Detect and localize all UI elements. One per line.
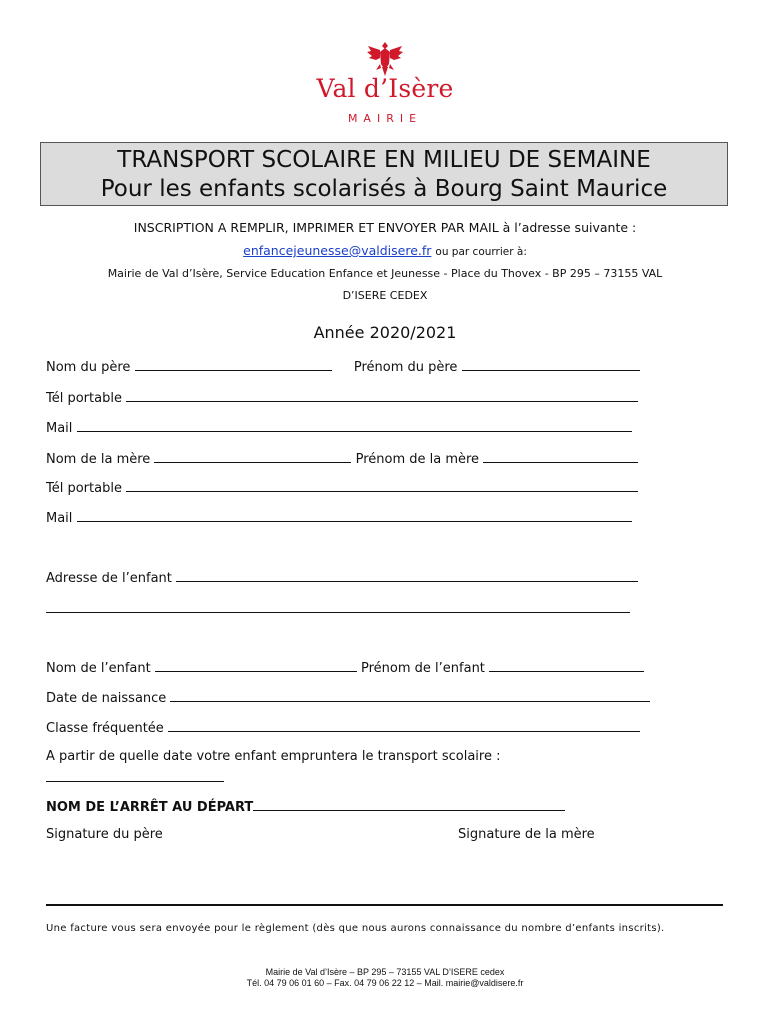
child-address-row	[46, 569, 638, 586]
school-year: Année 2020/2021	[313, 323, 457, 342]
father-mail-label: Mail	[46, 421, 73, 436]
father-name-input[interactable]	[135, 358, 332, 371]
mother-signature-label: Signature de la mère	[458, 827, 595, 842]
father-firstname-input[interactable]	[462, 358, 640, 371]
footer-line2: Tél. 04 79 06 01 60 – Fax. 04 79 06 22 12 – Mail. mairie@valdisere.fr	[246, 978, 524, 988]
or-mail-text: ou par courrier à:	[435, 246, 527, 258]
father-phone-label: Tél portable	[46, 391, 122, 406]
instructions-line2	[0, 243, 770, 258]
father-name-label: Nom du père	[46, 360, 131, 375]
form-title-box	[40, 142, 728, 206]
child-row	[46, 659, 644, 676]
start-date-row2	[46, 769, 224, 786]
father-phone-row	[46, 389, 638, 406]
child-name-label: Nom de l’enfant	[46, 661, 151, 676]
postal-address-line2: D’ISERE CEDEX	[342, 289, 428, 302]
mother-mail-input[interactable]	[77, 509, 632, 522]
birth-date-row	[46, 689, 650, 706]
mother-mail-row	[46, 509, 632, 526]
father-firstname-label: Prénom du père	[353, 360, 458, 375]
class-input[interactable]	[168, 719, 640, 732]
child-address-input-line2[interactable]	[46, 600, 630, 613]
email-link[interactable]: enfancejeunesse@valdisere.fr	[243, 243, 432, 258]
mother-phone-label: Tél portable	[46, 481, 122, 496]
mother-firstname-label: Prénom de la mère	[355, 452, 480, 467]
mother-phone-row	[46, 479, 638, 496]
footer-line1: Mairie de Val d’Isère – BP 295 – 73155 VAL D’ISERE cedex	[265, 967, 505, 977]
start-date-row	[46, 749, 500, 764]
father-mail-row	[46, 419, 632, 436]
eagle-icon	[366, 40, 404, 78]
form-title-line2: Pour les enfants scolarisés à Bourg Saint Maurice	[100, 176, 668, 202]
child-address-input[interactable]	[176, 569, 638, 582]
birth-date-label: Date de naissance	[46, 691, 167, 706]
class-row	[46, 719, 640, 736]
stop-name-input[interactable]	[253, 798, 565, 811]
child-address-row2	[46, 600, 630, 617]
father-mail-input[interactable]	[77, 419, 632, 432]
mother-name-label: Nom de la mère	[46, 452, 151, 467]
child-firstname-label: Prénom de l’enfant	[361, 661, 485, 676]
father-signature-label: Signature du père	[46, 827, 163, 842]
invoice-note: Une facture vous sera envoyée pour le règlement (dès que nous aurons connaissance du nombre d’enfants inscrits).	[46, 923, 665, 934]
mother-mail-label: Mail	[46, 511, 73, 526]
logo-subtitle: MAIRIE	[347, 112, 423, 125]
mother-phone-input[interactable]	[126, 479, 638, 492]
mother-name-input[interactable]	[154, 450, 351, 463]
start-date-label: A partir de quelle date votre enfant empruntera le transport scolaire :	[46, 749, 501, 764]
father-row	[46, 358, 640, 375]
instructions-line1: INSCRIPTION A REMPLIR, IMPRIMER ET ENVOYER PAR MAIL à l’adresse suivante :	[133, 220, 637, 235]
postal-address-line1: Mairie de Val d’Isère, Service Education Enfance et Jeunesse - Place du Thovex - BP 295 – 73155 VAL	[107, 267, 663, 280]
logo-name: Val d’Isère	[316, 74, 454, 103]
mother-firstname-input[interactable]	[483, 450, 638, 463]
class-label: Classe fréquentée	[46, 721, 164, 736]
start-date-input[interactable]	[46, 769, 224, 782]
stop-name-label: NOM DE L’ARRÊT AU DÉPART	[46, 800, 254, 815]
child-name-input[interactable]	[155, 659, 357, 672]
father-phone-input[interactable]	[126, 389, 638, 402]
child-firstname-input[interactable]	[489, 659, 644, 672]
birth-date-input[interactable]	[170, 689, 650, 702]
mother-row	[46, 450, 638, 467]
divider	[46, 904, 723, 906]
stop-name-row	[46, 798, 565, 815]
form-title-line1: TRANSPORT SCOLAIRE EN MILIEU DE SEMAINE	[117, 147, 651, 173]
child-address-label: Adresse de l’enfant	[46, 571, 172, 586]
